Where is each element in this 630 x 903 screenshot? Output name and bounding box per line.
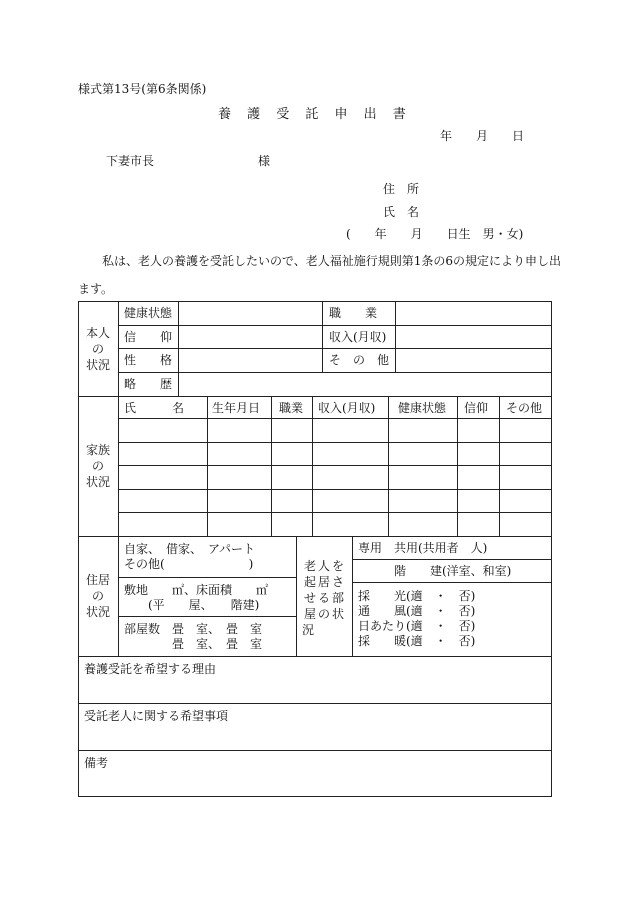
divider — [78, 396, 552, 397]
self-section-heading: 本人 の 状況 — [85, 326, 110, 372]
name-label: 氏 名 — [383, 205, 420, 219]
statement-line-2: ます。 — [78, 282, 114, 296]
divider — [118, 348, 552, 349]
divider — [118, 442, 552, 443]
reason-label: 養護受託を希望する理由 — [84, 662, 217, 676]
divider — [118, 325, 552, 326]
divider — [118, 577, 296, 578]
character-label: 性 格 — [124, 353, 173, 367]
family-col-other: その他 — [506, 401, 543, 415]
divider — [352, 559, 552, 560]
sunlight: 日あたり(適 ・ 否) — [358, 619, 476, 633]
divider — [178, 301, 179, 396]
family-col-birthdate: 生年月日 — [212, 401, 261, 415]
form-number: 様式第13号(第6条関係) — [78, 82, 207, 96]
divider — [78, 703, 552, 704]
divider — [322, 301, 323, 372]
room-floor: 階 建(洋室、和室) — [394, 564, 512, 578]
family-col-income: 収入(月収) — [318, 401, 376, 415]
date-line: 年 月 日 — [440, 129, 525, 143]
divider — [78, 750, 552, 751]
divider — [207, 396, 208, 536]
area-line-1: 敷地 ㎡、床面積 ㎡ — [124, 583, 269, 597]
divider — [388, 396, 389, 536]
divider — [118, 489, 552, 490]
heating: 採 暖(適 ・ 否) — [358, 634, 476, 648]
divider — [118, 418, 552, 419]
divider — [499, 396, 500, 536]
divider — [118, 465, 552, 466]
page-title: 養 護 受 託 申 出 書 — [218, 107, 412, 122]
wishes-label: 受託老人に関する希望事項 — [84, 709, 229, 723]
income-label: 収入(月収) — [329, 330, 387, 344]
rooms-line-1: 部屋数 畳 室、 畳 室 — [124, 622, 263, 636]
family-section-heading: 家族 の 状況 — [85, 443, 110, 489]
room-use: 専用 共用(共用者 人) — [358, 541, 488, 555]
house-type-line-2: その他( ) — [124, 557, 254, 571]
birth-line: ( 年 月 日生 男・女) — [346, 227, 524, 241]
address-label: 住 所 — [383, 182, 420, 196]
divider — [118, 301, 119, 656]
family-col-name: 氏 名 — [124, 401, 185, 415]
rooms-line-2: 畳 室、 畳 室 — [172, 637, 263, 651]
divider — [457, 396, 458, 536]
divider — [118, 616, 296, 617]
lighting: 採 光(適 ・ 否) — [358, 589, 476, 603]
divider — [352, 536, 353, 656]
job-label: 職 業 — [329, 306, 378, 320]
room-condition-heading: 老人を 起居さ せる部 屋の状 況 — [302, 559, 346, 637]
family-col-job: 職業 — [279, 401, 304, 415]
statement-line-1: 私は、老人の養護を受託したいので、老人福祉施行規則第1条の6の規定により申し出 — [102, 254, 562, 268]
divider — [118, 512, 552, 513]
addressee: 下妻市長 — [106, 154, 155, 168]
divider — [296, 536, 297, 656]
divider — [78, 656, 552, 657]
health-label: 健康状態 — [124, 306, 173, 320]
house-type-line-1: 自家、 借家、 アパート — [124, 542, 256, 556]
divider — [352, 582, 552, 583]
divider — [118, 372, 552, 373]
history-label: 略 歴 — [124, 377, 173, 391]
area-line-2: (平 屋、 階建) — [148, 598, 260, 612]
family-col-faith: 信仰 — [464, 401, 489, 415]
faith-label: 信 仰 — [124, 330, 173, 344]
family-col-health: 健康状態 — [398, 401, 447, 415]
divider — [78, 536, 552, 537]
divider — [312, 396, 313, 536]
divider — [271, 396, 272, 536]
honorific: 様 — [258, 154, 271, 168]
divider — [395, 301, 396, 372]
residence-section-heading: 住居 の 状況 — [85, 573, 110, 619]
ventilation: 通 風(適 ・ 否) — [358, 604, 476, 618]
other-label: そ の 他 — [329, 353, 390, 367]
remarks-label: 備考 — [84, 756, 109, 770]
